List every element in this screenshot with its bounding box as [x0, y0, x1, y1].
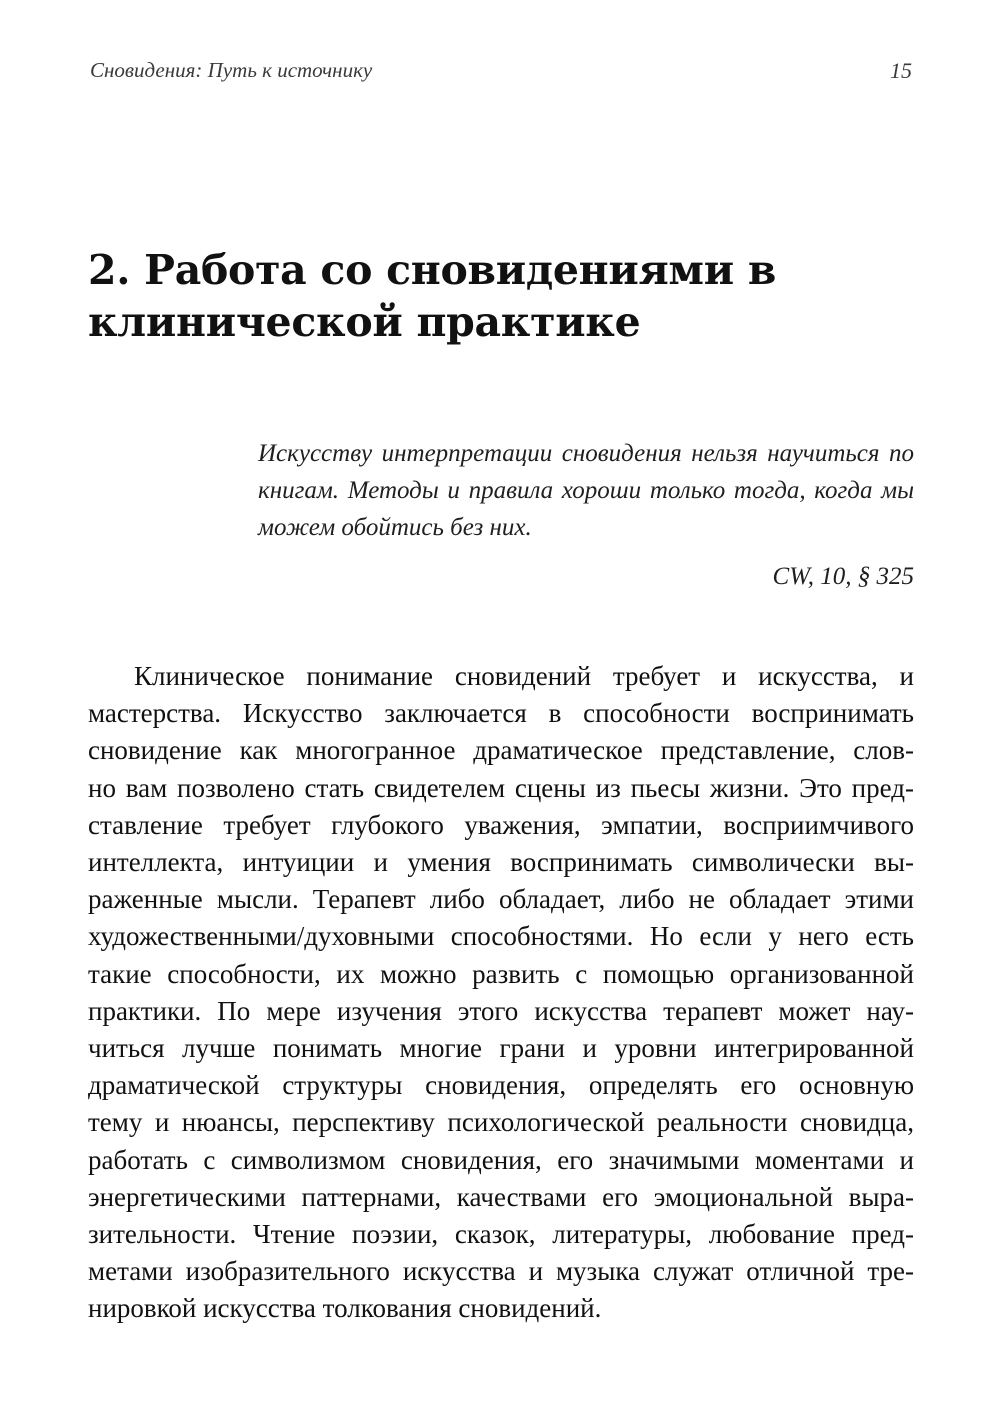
body-line: такие способности, их можно развить с помощью организованной — [88, 958, 914, 989]
body-line: практики. По мере изучения этого искусства терапевт может нау- — [88, 995, 914, 1026]
epigraph-text: Искусству интерпретации сновидения нельзя научиться по книгам. Методы и правила хороши только тогда, когда мы можем обойтись без них. — [258, 440, 914, 541]
running-title: Сновидения: Путь к источнику — [90, 58, 373, 82]
body-line: сновидение как многогранное драматическое представление, слов- — [88, 735, 914, 766]
body-line: драматической структуры сновидения, определять его основную — [88, 1070, 914, 1101]
body-line: работать с символизмом сновидения, его значимыми моментами и — [88, 1144, 914, 1175]
body-line: мастерства. Искусство заключается в способности воспринимать — [88, 698, 914, 729]
running-header — [90, 58, 912, 90]
body-line: энергетическими паттернами, качествами его эмоциональной выра- — [88, 1181, 914, 1212]
body-line: читься лучше понимать многие грани и уровни интегрированной — [88, 1033, 914, 1064]
body-paragraph — [88, 658, 914, 1328]
body-line: художественными/духовными способностями. Но если у него есть — [88, 921, 914, 952]
body-line: Клиническое понимание сновидений требует и искусства, и — [134, 661, 914, 691]
body-line: но вам позволено стать свидетелем сцены из пьесы жизни. Это пред- — [88, 772, 914, 803]
body-line: ставление требует глубокого уважения, эмпатии, восприимчивого — [88, 809, 914, 840]
page-number: 15 — [890, 58, 912, 83]
epigraph — [258, 435, 914, 595]
body-line: нировкой искусства толкования сновидений. — [88, 1293, 602, 1324]
body-line: зительности. Чтение поэзии, сказок, литературы, любование пред- — [88, 1219, 914, 1250]
epigraph-source: CW, 10, § 325 — [772, 563, 914, 590]
body-line: интеллекта, интуиции и умения воспринимать символически вы- — [88, 847, 914, 878]
body-line: тему и нюансы, перспективу психологической реальности сновидца, — [88, 1107, 914, 1138]
chapter-title: 2. Работа со сновидениями в клинической практике — [88, 246, 777, 346]
body-line: метами изобразительного искусства и музыка служат отличной тре- — [88, 1256, 914, 1287]
body-line: раженные мысли. Терапевт либо обладает, либо не обладает этими — [88, 884, 914, 915]
